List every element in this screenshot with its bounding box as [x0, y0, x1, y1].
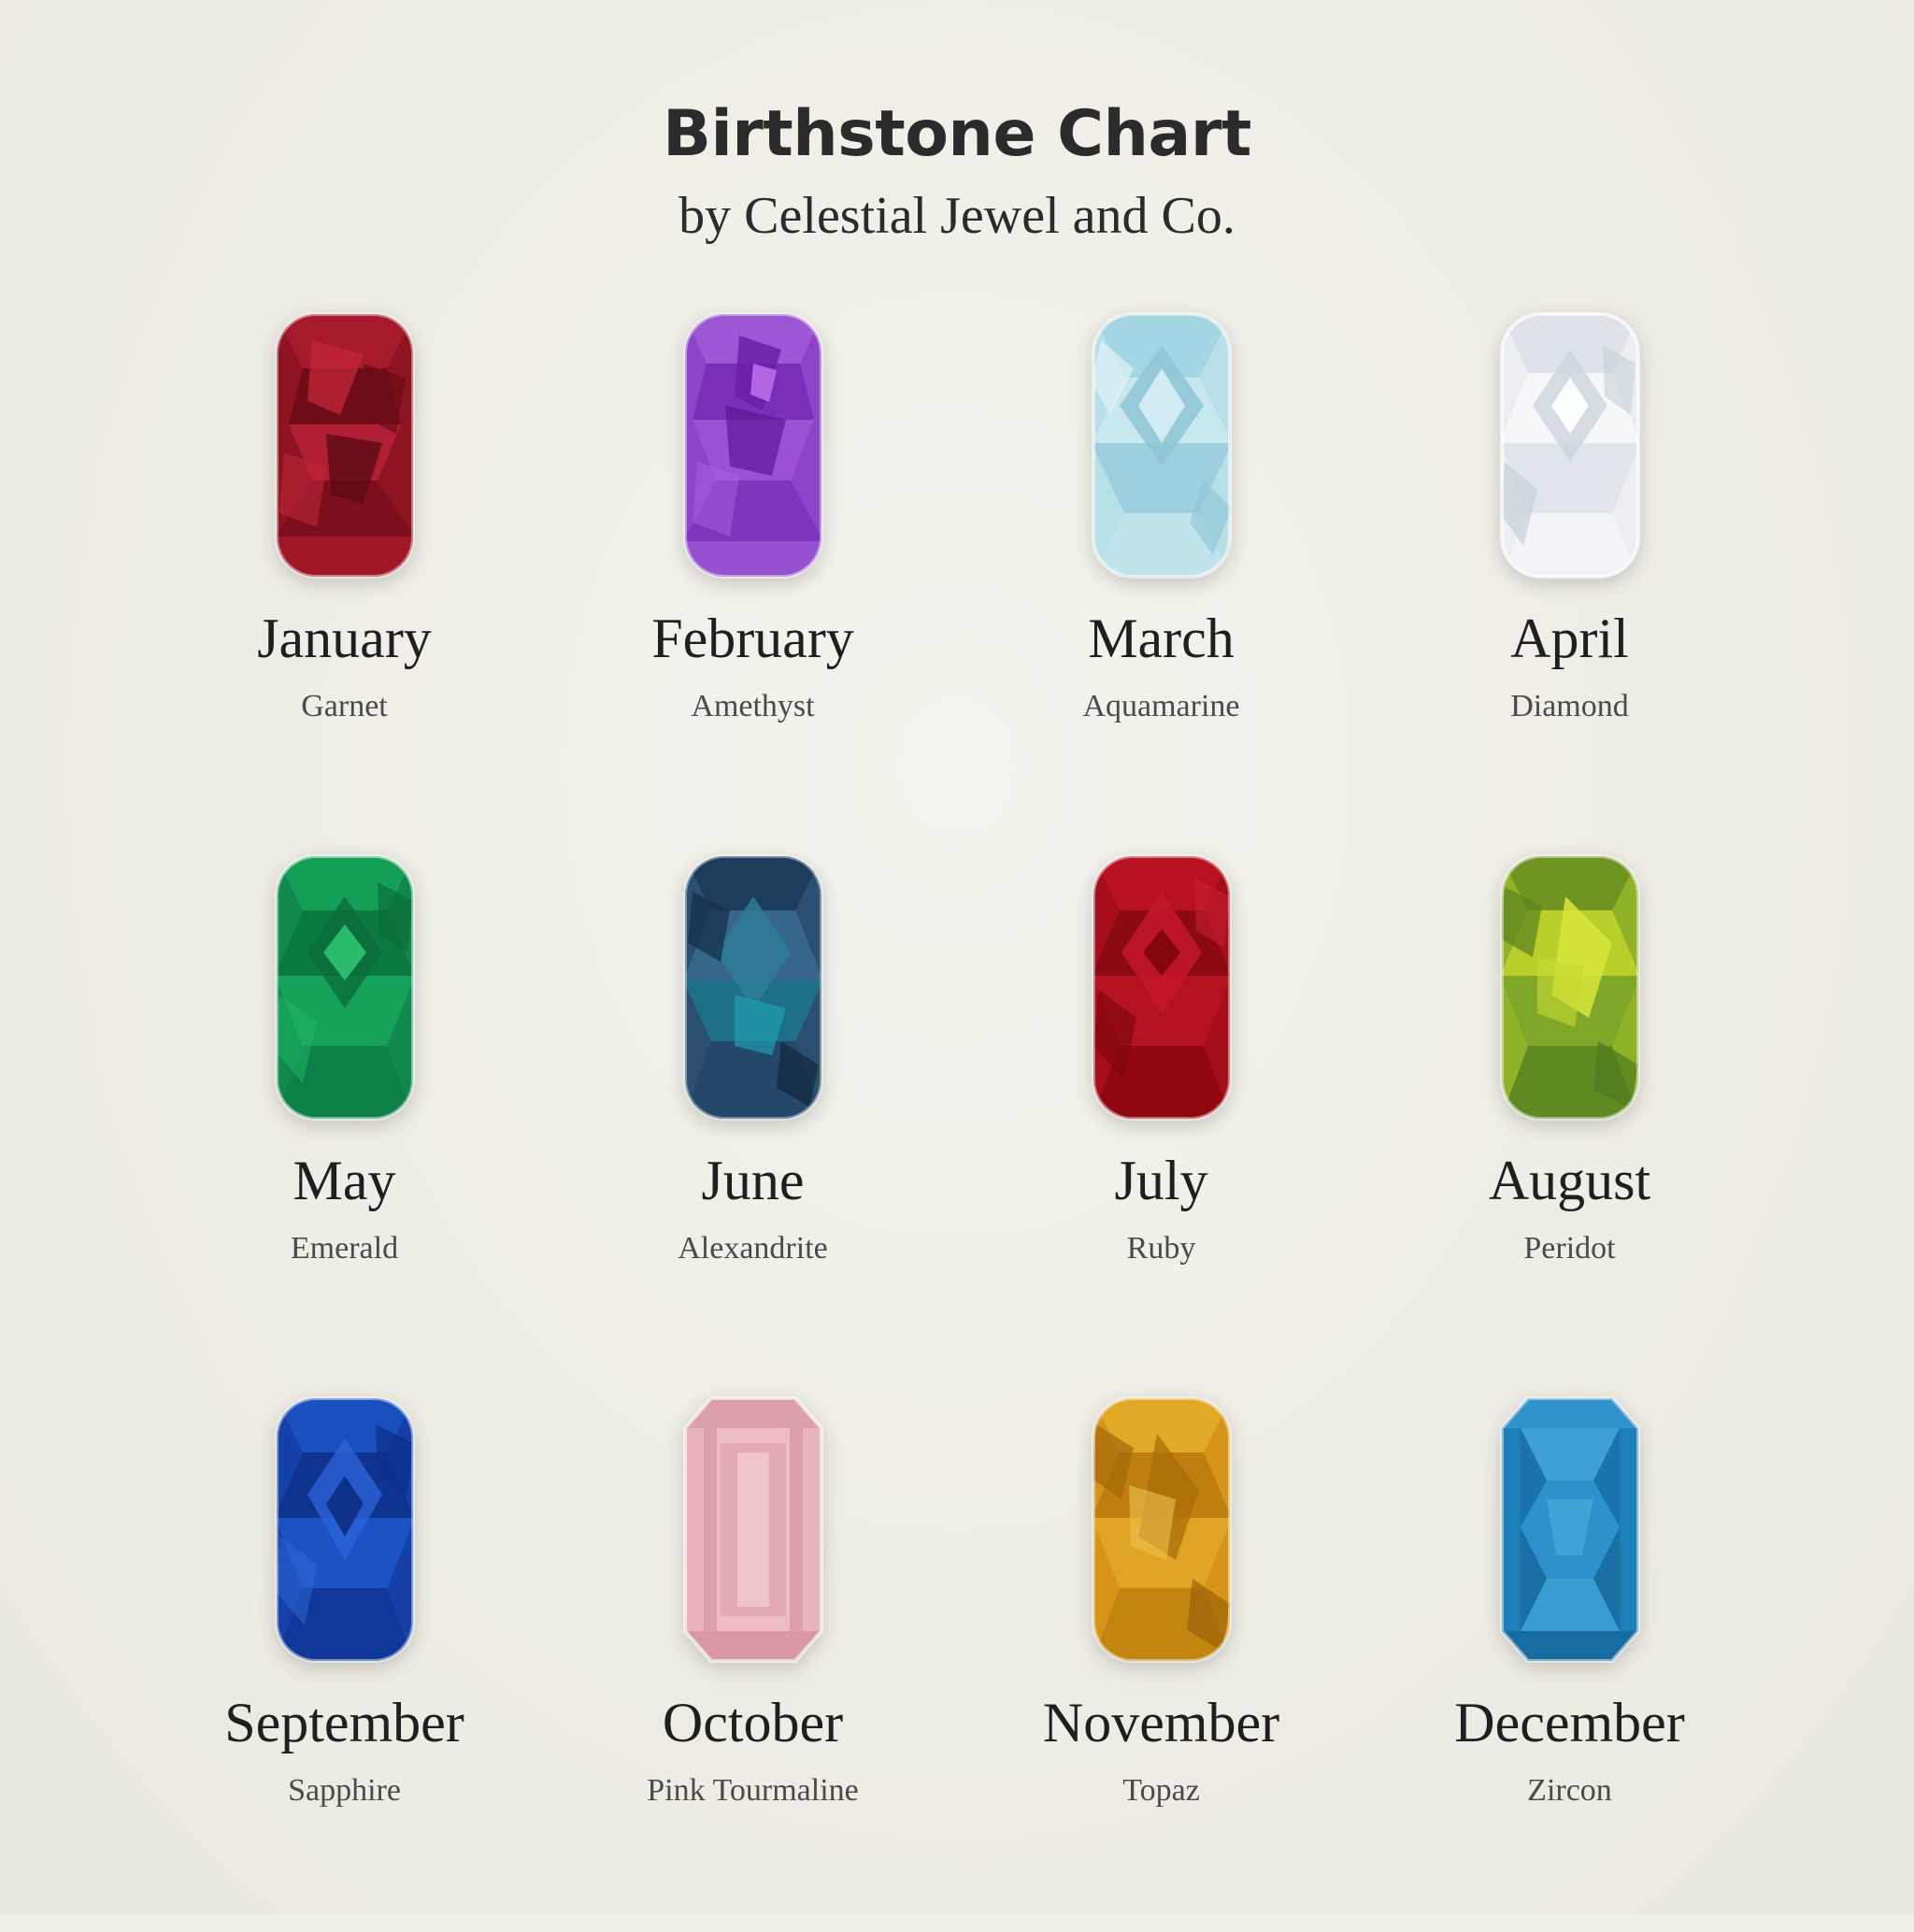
page-subtitle: by Celestial Jewel and Co.	[678, 187, 1236, 246]
birthstone-cell	[957, 848, 1365, 1390]
gem-april-wrap	[1500, 306, 1640, 586]
gem-amethyst-icon	[683, 312, 823, 579]
gem-zircon-icon	[1500, 1396, 1640, 1663]
birthstone-cell	[957, 1390, 1365, 1932]
month-label: December	[1454, 1691, 1685, 1753]
month-label: November	[1042, 1691, 1280, 1753]
month-label: April	[1510, 607, 1629, 669]
gem-alexandrite-icon	[683, 854, 823, 1121]
month-label: March	[1088, 607, 1235, 669]
gem-pink-tourmaline-icon	[683, 1396, 823, 1663]
gem-garnet-icon	[275, 312, 415, 579]
gem-march-wrap	[1092, 306, 1232, 586]
gem-sapphire-icon	[275, 1396, 415, 1663]
gem-september-wrap	[275, 1390, 415, 1670]
month-label: January	[257, 607, 432, 669]
birthstone-cell	[549, 306, 957, 848]
birthstone-cell	[140, 306, 549, 848]
gem-diamond-icon	[1500, 312, 1640, 579]
gem-december-wrap	[1500, 1390, 1640, 1670]
stone-label: Ruby	[1126, 1230, 1196, 1266]
stone-label: Zircon	[1527, 1772, 1612, 1808]
stone-label: Garnet	[301, 688, 388, 723]
gem-february-wrap	[683, 306, 823, 586]
month-label: October	[662, 1691, 844, 1753]
birthstone-cell	[140, 1390, 549, 1932]
stone-label: Aquamarine	[1082, 688, 1240, 723]
stone-label: Topaz	[1122, 1772, 1200, 1808]
birthstone-cell	[1365, 306, 1774, 848]
stone-label: Emerald	[290, 1230, 399, 1266]
gem-emerald-icon	[275, 854, 415, 1121]
month-label: August	[1488, 1149, 1651, 1211]
gem-june-wrap	[683, 848, 823, 1128]
month-label: September	[224, 1691, 464, 1753]
month-label: May	[293, 1149, 396, 1211]
month-label: June	[701, 1149, 805, 1211]
stone-label: Pink Tourmaline	[647, 1772, 859, 1808]
birthstone-cell	[549, 848, 957, 1390]
gem-topaz-icon	[1092, 1396, 1232, 1663]
birthstone-cell	[1365, 1390, 1774, 1932]
stone-label: Sapphire	[288, 1772, 401, 1808]
stone-label: Diamond	[1510, 688, 1629, 723]
page-title: Birthstone Chart	[663, 97, 1251, 171]
birthstone-cell	[549, 1390, 957, 1932]
gem-aquamarine-icon	[1092, 312, 1232, 579]
birthstone-grid	[0, 306, 1914, 1932]
stone-label: Alexandrite	[678, 1230, 828, 1266]
chart-header	[0, 0, 1914, 246]
gem-august-wrap	[1500, 848, 1640, 1128]
stone-label: Peridot	[1523, 1230, 1616, 1266]
birthstone-cell	[1365, 848, 1774, 1390]
gem-january-wrap	[275, 306, 415, 586]
month-label: February	[651, 607, 854, 669]
gem-october-wrap	[683, 1390, 823, 1670]
stone-label: Amethyst	[691, 688, 815, 723]
gem-july-wrap	[1092, 848, 1232, 1128]
gem-peridot-icon	[1500, 854, 1640, 1121]
gem-november-wrap	[1092, 1390, 1232, 1670]
birthstone-cell	[957, 306, 1365, 848]
gem-ruby-icon	[1092, 854, 1232, 1121]
gem-may-wrap	[275, 848, 415, 1128]
month-label: July	[1114, 1149, 1208, 1211]
birthstone-cell	[140, 848, 549, 1390]
